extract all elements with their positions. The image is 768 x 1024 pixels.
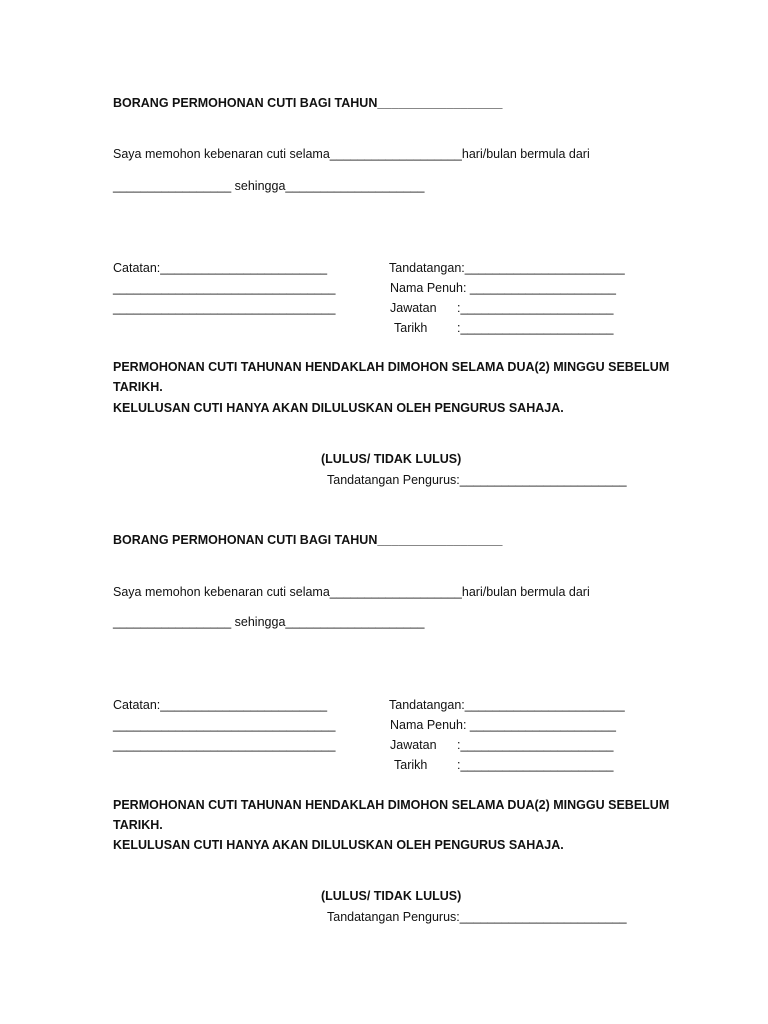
form-title: BORANG PERMOHONAN CUTI BAGI TAHUN__________________ [113, 533, 503, 547]
tarikh-label: Tarikh [394, 321, 428, 335]
form-title: BORANG PERMOHONAN CUTI BAGI TAHUN__________________ [113, 96, 503, 110]
notice-line-3: KELULUSAN CUTI HANYA AKAN DILULUSKAN OLEH PENGURUS SAHAJA. [113, 838, 564, 852]
notice-line-2: TARIKH. [113, 818, 163, 832]
jawatan-label: Jawatan [390, 301, 437, 315]
nama-penuh-field: Nama Penuh: _____________________ [390, 281, 616, 295]
tandatangan-field: Tandatangan:_______________________ [389, 261, 625, 275]
jawatan-field: :______________________ [457, 738, 614, 752]
catatan-label: Catatan:________________________ [113, 261, 328, 275]
request-line-1: Saya memohon kebenaran cuti selama___________________hari/bulan bermula dari [113, 585, 590, 599]
request-line-1: Saya memohon kebenaran cuti selama___________________hari/bulan bermula dari [113, 147, 590, 161]
notice-line-1: PERMOHONAN CUTI TAHUNAN HENDAKLAH DIMOHON SELAMA DUA(2) MINGGU SEBELUM [113, 798, 670, 812]
catatan-label: Catatan:________________________ [113, 698, 328, 712]
tandatangan-field: Tandatangan:_______________________ [389, 698, 625, 712]
manager-signature-field: Tandatangan Pengurus:________________________ [327, 473, 627, 487]
request-line-2: _________________ sehingga____________________ [113, 615, 425, 629]
tarikh-label: Tarikh [394, 758, 428, 772]
manager-signature-field: Tandatangan Pengurus:________________________ [327, 910, 627, 924]
catatan-line-2: ________________________________ [113, 718, 336, 732]
tarikh-field: :______________________ [457, 758, 614, 772]
catatan-line-2: ________________________________ [113, 281, 336, 295]
notice-line-2: TARIKH. [113, 380, 163, 394]
catatan-line-3: ________________________________ [113, 738, 336, 752]
request-line-2: _________________ sehingga____________________ [113, 179, 425, 193]
tarikh-field: :______________________ [457, 321, 614, 335]
jawatan-field: :______________________ [457, 301, 614, 315]
nama-penuh-field: Nama Penuh: _____________________ [390, 718, 616, 732]
notice-line-1: PERMOHONAN CUTI TAHUNAN HENDAKLAH DIMOHON SELAMA DUA(2) MINGGU SEBELUM [113, 360, 670, 374]
approval-status: (LULUS/ TIDAK LULUS) [321, 889, 462, 903]
approval-status: (LULUS/ TIDAK LULUS) [321, 452, 462, 466]
catatan-line-3: ________________________________ [113, 301, 336, 315]
jawatan-label: Jawatan [390, 738, 437, 752]
notice-line-3: KELULUSAN CUTI HANYA AKAN DILULUSKAN OLEH PENGURUS SAHAJA. [113, 401, 564, 415]
